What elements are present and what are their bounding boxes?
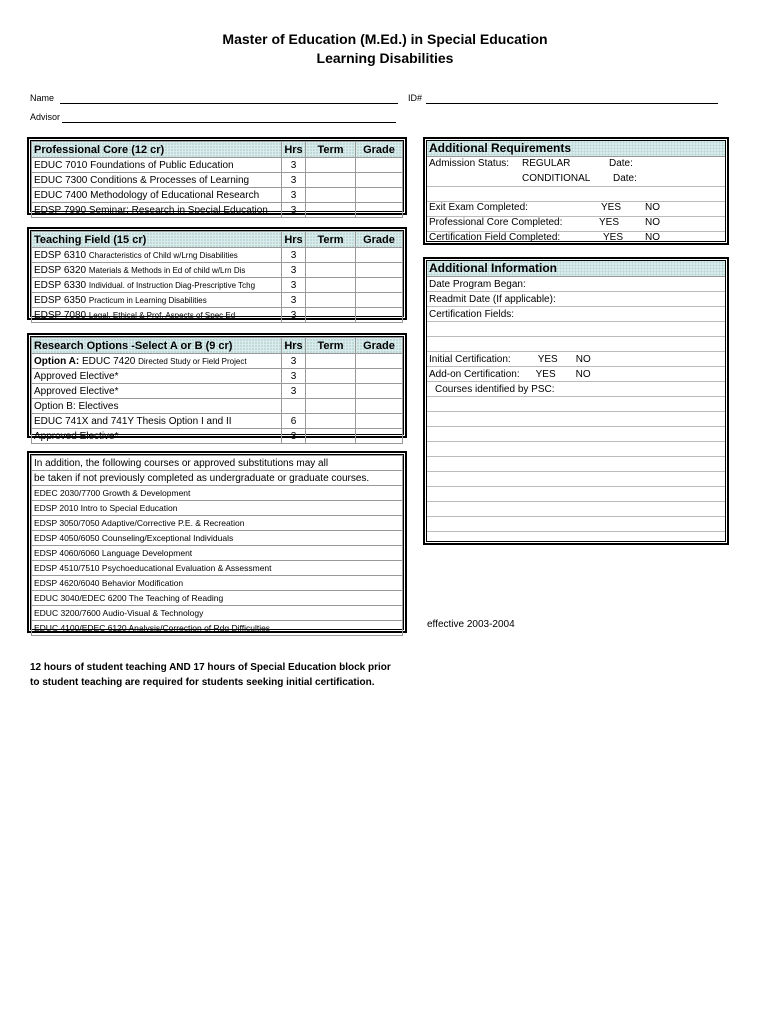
course-hrs: 3 — [282, 429, 306, 444]
information-heading: Additional Information — [427, 261, 725, 277]
id-field[interactable] — [426, 103, 718, 104]
option-a-title: Directed Study or Field Project — [138, 356, 247, 366]
name-field[interactable] — [60, 103, 398, 104]
page-title: Master of Education (M.Ed.) in Special Education — [222, 31, 548, 47]
id-label: ID# — [408, 93, 423, 103]
term-cell[interactable] — [306, 158, 356, 173]
course-name — [32, 278, 282, 293]
prof-core-no[interactable]: NO — [645, 217, 660, 228]
course-code: EDSP 7080 — [34, 309, 87, 321]
teaching-field-table — [31, 231, 403, 323]
additional-courses-table — [31, 455, 403, 636]
grade-cell[interactable] — [356, 188, 403, 203]
option-a-code: EDUC 7420 — [81, 355, 136, 367]
prof-core-completed-label: Professional Core Completed: — [429, 217, 563, 228]
course-name: EDSP 4620/6040 Behavior Modification — [32, 576, 403, 591]
table-row — [32, 278, 403, 293]
table-row — [32, 384, 403, 399]
addon-cert-yes[interactable]: YES — [535, 368, 556, 380]
course-name — [32, 248, 282, 263]
course-hrs: 3 — [282, 188, 306, 203]
table-row — [32, 486, 403, 501]
conditional-date-label: Date: — [613, 173, 637, 184]
course-title: Individual. of Instruction Diag-Prescriptive Tchg — [88, 280, 256, 290]
exit-exam-no[interactable]: NO — [645, 202, 660, 213]
course-code: EDSP 6310 — [34, 249, 87, 261]
core-term-header: Term — [306, 142, 356, 158]
advisor-label: Advisor — [30, 112, 61, 122]
regular-date-label: Date: — [609, 158, 633, 169]
term-cell[interactable] — [306, 278, 356, 293]
table-row — [32, 293, 403, 308]
course-code: EDSP 6320 — [34, 264, 87, 276]
course-hrs: 3 — [282, 263, 306, 278]
teaching-term-header: Term — [306, 232, 356, 248]
option-a-label: Option A: — [34, 355, 80, 367]
term-cell[interactable] — [306, 248, 356, 263]
cert-field-no[interactable]: NO — [645, 232, 660, 243]
term-cell[interactable] — [306, 263, 356, 278]
cert-field-yes[interactable]: YES — [603, 232, 624, 243]
table-row — [32, 621, 403, 636]
course-hrs: 3 — [282, 384, 306, 399]
course-name: EDUC 7010 Foundations of Public Education — [32, 158, 282, 173]
table-row — [32, 576, 403, 591]
grade-cell[interactable] — [356, 203, 403, 218]
exit-exam-label: Exit Exam Completed: — [429, 202, 528, 213]
grade-cell[interactable] — [356, 278, 403, 293]
grade-cell[interactable] — [356, 308, 403, 323]
psc-label: Courses identified by PSC: — [427, 382, 725, 397]
course-name: EDSP 4060/6060 Language Development — [32, 546, 403, 561]
date-began-label: Date Program Began: — [427, 277, 725, 292]
term-cell[interactable] — [306, 173, 356, 188]
table-row — [32, 173, 403, 188]
table-row — [32, 369, 403, 384]
table-row — [32, 158, 403, 173]
grade-cell[interactable] — [356, 293, 403, 308]
table-row — [32, 546, 403, 561]
teaching-field-box — [27, 227, 407, 320]
course-hrs: 3 — [282, 278, 306, 293]
term-cell[interactable] — [306, 354, 356, 369]
additional-courses-intro-2: be taken if not previously completed as undergraduate or graduate courses. — [32, 471, 403, 486]
grade-cell[interactable] — [356, 354, 403, 369]
initial-cert-no[interactable]: NO — [575, 353, 591, 365]
addon-cert-label: Add-on Certification: — [429, 368, 520, 380]
grade-cell[interactable] — [356, 369, 403, 384]
course-name: EDUC 3200/7600 Audio-Visual & Technology — [32, 606, 403, 621]
cert-field-completed-label: Certification Field Completed: — [429, 232, 561, 243]
table-row — [32, 188, 403, 203]
course-hrs: 6 — [282, 414, 306, 429]
course-hrs: 3 — [282, 308, 306, 323]
grade-cell[interactable] — [356, 173, 403, 188]
term-cell[interactable] — [306, 369, 356, 384]
regular-option[interactable]: REGULAR — [522, 158, 571, 169]
term-cell[interactable] — [306, 203, 356, 218]
research-grade-header: Grade — [356, 338, 403, 354]
course-hrs: 3 — [282, 354, 306, 369]
professional-core-box — [27, 137, 407, 215]
term-cell[interactable] — [306, 188, 356, 203]
table-row — [32, 308, 403, 323]
research-options-box — [27, 333, 407, 442]
conditional-option[interactable]: CONDITIONAL — [522, 173, 591, 184]
table-row — [32, 606, 403, 621]
course-hrs: 3 — [282, 173, 306, 188]
course-code: EDSP 6330 — [34, 279, 87, 291]
core-hrs-header: Hrs — [282, 142, 306, 158]
course-title: Legal, Ethical & Prof. Aspects of Spec Ed — [88, 310, 236, 320]
course-name: EDUC 7300 Conditions & Processes of Learning — [32, 173, 282, 188]
additional-courses-intro-1: In addition, the following courses or approved substitutions may all — [32, 456, 403, 471]
course-hrs: 3 — [282, 293, 306, 308]
effective-date: effective 2003-2004 — [427, 619, 515, 630]
grade-cell[interactable] — [356, 263, 403, 278]
course-name — [32, 293, 282, 308]
name-label: Name — [30, 93, 55, 103]
teaching-heading: Teaching Field (15 cr) — [32, 232, 282, 248]
table-row — [32, 531, 403, 546]
initial-cert-yes[interactable]: YES — [537, 353, 558, 365]
term-cell[interactable] — [306, 308, 356, 323]
grade-cell[interactable] — [356, 158, 403, 173]
course-name: EDSP 3050/7050 Adaptive/Corrective P.E. & Recreation — [32, 516, 403, 531]
footer-note-1: 12 hours of student teaching AND 17 hours of Special Education block prior — [30, 662, 391, 673]
table-row — [32, 399, 403, 414]
advisor-field[interactable] — [62, 122, 396, 123]
course-code: EDSP 6350 — [34, 294, 87, 306]
initial-cert-label: Initial Certification: — [429, 353, 511, 365]
course-name: Approved Elective* — [32, 369, 282, 384]
course-name: EDUC 741X and 741Y Thesis Option I and II — [32, 414, 282, 429]
page-subtitle: Learning Disabilities — [316, 50, 454, 66]
grade-cell[interactable] — [356, 429, 403, 444]
course-title: Characteristics of Child w/Lrng Disabilities — [88, 250, 238, 260]
table-row — [32, 561, 403, 576]
professional-core-table — [31, 141, 403, 218]
term-cell[interactable] — [306, 293, 356, 308]
table-row — [32, 501, 403, 516]
table-row — [32, 354, 403, 369]
course-name — [32, 263, 282, 278]
course-hrs: 3 — [282, 248, 306, 263]
information-table — [427, 277, 725, 546]
cert-fields-label: Certification Fields: — [427, 307, 725, 322]
readmit-date-label: Readmit Date (If applicable): — [427, 292, 725, 307]
research-heading: Research Options -Select A or B (9 cr) — [32, 338, 282, 354]
footer-note-2: to student teaching are required for students seeking initial certification. — [30, 677, 375, 688]
research-options-table — [31, 337, 403, 444]
table-row — [32, 414, 403, 429]
core-grade-header: Grade — [356, 142, 403, 158]
course-name: EDUC 7400 Methodology of Educational Research — [32, 188, 282, 203]
table-row — [32, 263, 403, 278]
grade-cell[interactable] — [356, 414, 403, 429]
course-title: Practicum in Learning Disabilities — [88, 295, 207, 305]
table-row — [32, 591, 403, 606]
teaching-grade-header: Grade — [356, 232, 403, 248]
term-cell[interactable] — [306, 429, 356, 444]
course-name: EDUC 4100/EDEC 6120 Analysis/Correction of Rdg Difficulties — [32, 621, 403, 636]
course-name: EDSP 2010 Intro to Special Education — [32, 501, 403, 516]
admission-status-label: Admission Status: — [429, 158, 510, 169]
course-name: EDUC 3040/EDEC 6200 The Teaching of Reading — [32, 591, 403, 606]
course-name: EDSP 4050/6050 Counseling/Exceptional Individuals — [32, 531, 403, 546]
course-name — [32, 308, 282, 323]
grade-cell[interactable] — [356, 399, 403, 414]
additional-requirements-box — [423, 137, 729, 245]
additional-courses-box — [27, 451, 407, 633]
core-heading: Professional Core (12 cr) — [32, 142, 282, 158]
exit-exam-yes[interactable]: YES — [601, 202, 622, 213]
grade-cell[interactable] — [356, 248, 403, 263]
course-title: Materials & Methods in Ed of child w/Lrn Dis — [88, 265, 246, 275]
grade-cell[interactable] — [356, 384, 403, 399]
table-row — [32, 248, 403, 263]
course-name: EDSP 7990 Seminar: Research in Special Education — [32, 203, 282, 218]
course-name: EDEC 2030/7700 Growth & Development — [32, 486, 403, 501]
requirements-heading: Additional Requirements — [427, 141, 725, 157]
term-cell[interactable] — [306, 384, 356, 399]
research-term-header: Term — [306, 338, 356, 354]
course-hrs: 3 — [282, 369, 306, 384]
research-hrs-header: Hrs — [282, 338, 306, 354]
option-b-label: Option B: Electives — [32, 399, 282, 414]
course-name: Approved Elective* — [32, 429, 282, 444]
additional-information-box — [423, 257, 729, 545]
table-row — [32, 429, 403, 444]
course-hrs: 3 — [282, 158, 306, 173]
term-cell[interactable] — [306, 414, 356, 429]
teaching-hrs-header: Hrs — [282, 232, 306, 248]
term-cell[interactable] — [306, 399, 356, 414]
course-name: Approved Elective* — [32, 384, 282, 399]
table-row — [32, 516, 403, 531]
prof-core-yes[interactable]: YES — [599, 217, 620, 228]
course-hrs: 3 — [282, 203, 306, 218]
addon-cert-no[interactable]: NO — [575, 368, 591, 380]
table-row — [32, 203, 403, 218]
course-name: EDSP 4510/7510 Psychoeducational Evaluation & Assessment — [32, 561, 403, 576]
